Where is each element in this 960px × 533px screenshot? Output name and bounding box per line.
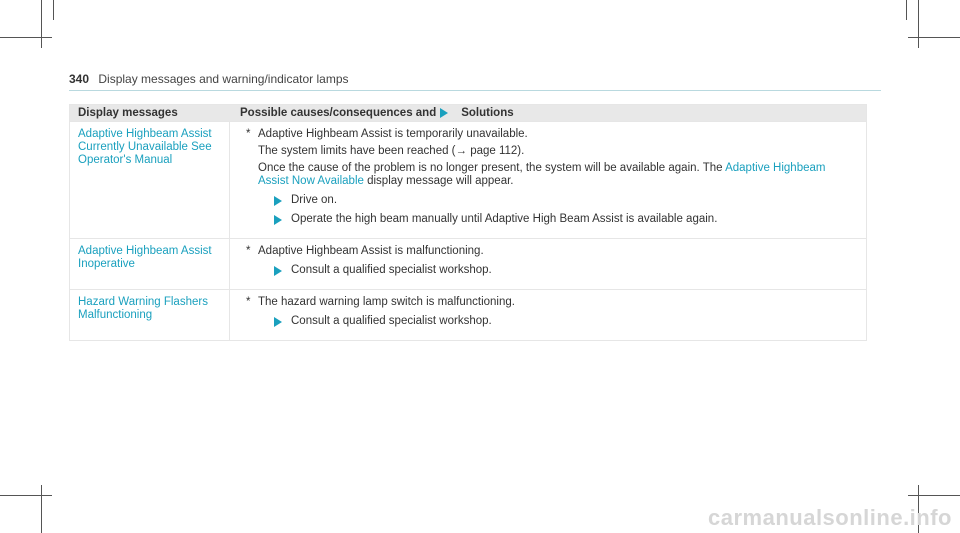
- crop-mark: [41, 0, 42, 48]
- action-step: [246, 315, 856, 328]
- asterisk-icon: *: [246, 128, 251, 140]
- detail-text: Once the cause of the problem is no longer present, the system will be available again. The: [258, 162, 723, 174]
- table-row: [70, 238, 866, 289]
- crop-mark: [908, 495, 960, 496]
- cause-note: [246, 296, 856, 309]
- action-text: Consult a qualified specialist workshop.: [291, 264, 492, 276]
- play-arrow-icon: [274, 196, 282, 206]
- column-header-solutions: [230, 107, 866, 119]
- solution-cell: [230, 239, 866, 289]
- play-arrow-icon: [440, 108, 448, 118]
- display-messages-table: [69, 104, 867, 341]
- action-text: Operate the high beam manually until Adaptive High Beam Assist is available again.: [291, 213, 718, 225]
- action-step: [246, 213, 856, 226]
- action-text: Drive on.: [291, 194, 338, 206]
- message-text: Adaptive Highbeam Assist Currently Unavailable See Operator's Manual: [70, 122, 230, 238]
- asterisk-icon: *: [246, 296, 251, 308]
- cause-detail-2: [246, 162, 856, 188]
- message-reference-link[interactable]: Adaptive Highbeam Assist Now Available: [258, 162, 826, 187]
- action-step: [246, 194, 856, 207]
- crop-mark: [41, 485, 42, 533]
- watermark: carmanualsonline.info: [708, 505, 952, 530]
- crop-mark: [0, 495, 52, 496]
- crop-mark: [53, 0, 54, 20]
- cause-text: Adaptive Highbeam Assist is temporarily unavailable.: [258, 128, 528, 140]
- action-text: Consult a qualified specialist workshop.: [291, 315, 492, 327]
- crop-mark: [0, 37, 52, 38]
- page-title: Display messages and warning/indicator lamps: [98, 72, 349, 86]
- cause-note: [246, 128, 856, 141]
- asterisk-icon: *: [246, 245, 251, 257]
- crop-mark: [918, 0, 919, 48]
- table-row: [70, 289, 866, 340]
- solution-cell: [230, 290, 866, 340]
- detail-text-end: display message will appear.: [367, 175, 514, 187]
- solution-cell: [230, 122, 866, 238]
- column-header-prefix: Possible causes/consequences and: [240, 107, 437, 119]
- column-header-messages: Display messages: [78, 107, 178, 119]
- page-header: [69, 72, 881, 91]
- play-arrow-icon: [274, 317, 282, 327]
- play-arrow-icon: [274, 215, 282, 225]
- crop-mark: [908, 37, 960, 38]
- cause-text: The hazard warning lamp switch is malfunctioning.: [258, 296, 515, 308]
- message-text: Adaptive Highbeam Assist Inoperative: [70, 239, 230, 289]
- play-arrow-icon: [274, 266, 282, 276]
- table-row: [70, 121, 866, 238]
- message-text: Hazard Warning Flashers Malfunctioning: [70, 290, 230, 340]
- table-header: [70, 105, 866, 121]
- cause-detail: The system limits have been reached (→ page 112).: [258, 145, 525, 157]
- crop-mark: [906, 0, 907, 20]
- action-step: [246, 264, 856, 277]
- column-header-suffix: Solutions: [461, 107, 514, 119]
- page-number: 340: [69, 72, 90, 86]
- cause-text: Adaptive Highbeam Assist is malfunctioning.: [258, 245, 484, 257]
- cause-note: [246, 245, 856, 258]
